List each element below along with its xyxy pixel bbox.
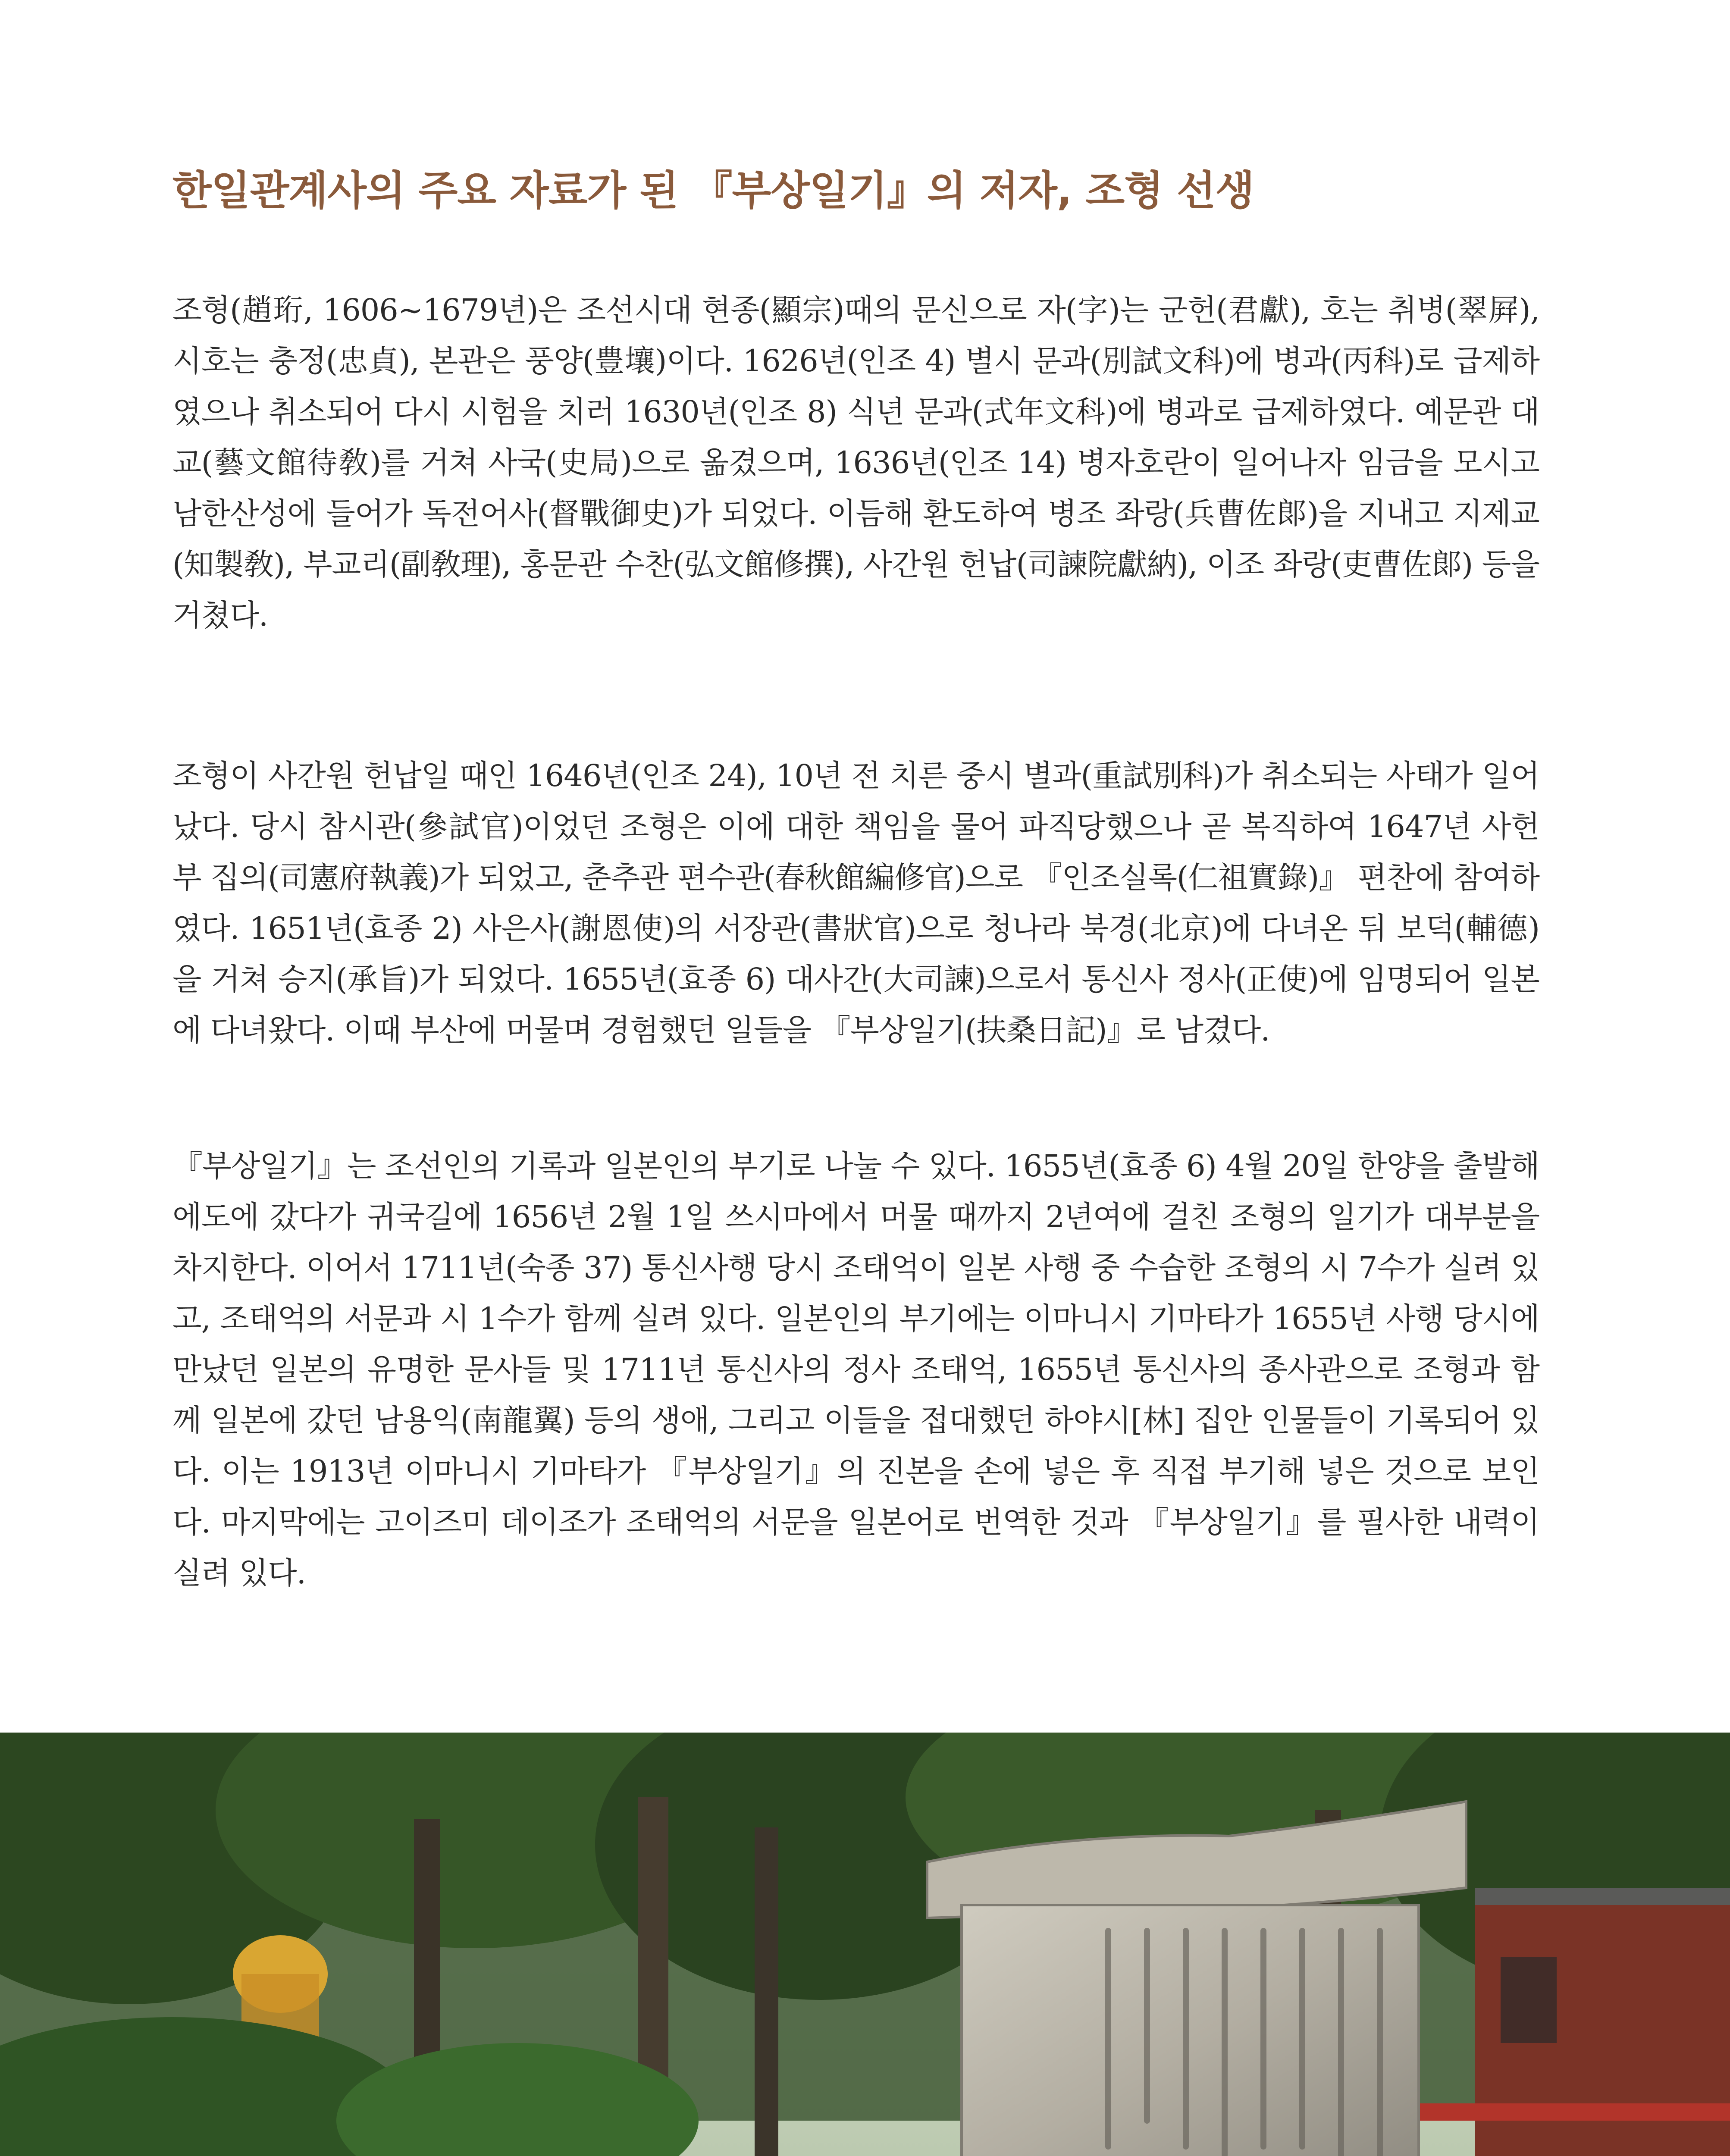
photo-illustration (0, 1733, 1730, 2156)
paragraph-2: 조형이 사간원 헌납일 때인 1646년(인조 24), 10년 전 치른 중시 별과(重試別科)가 취소되는 사태가 일어났다. 당시 참시관(參試官)이었던 조형은 이에 대한 책임을 물어 파직당했으나 곧 복직하여 1647년 사헌부 집의(司憲府執義)가 되었고, 춘추관 편수관(春秋館編修官)으로 『인조실록(仁祖實錄)』 편찬에 참여하였다. 1651년(효종 2) 사은사(謝恩使)의 서장관(書狀官)으로 청나라 북경(北京)에 다녀온 뒤 보덕(輔德)을 거쳐 승지(承旨)가 되었다. 1655년(효종 6) 대사간(大司諫)으로서 통신사 정사(正使)에 임명되어 일본에 다녀왔다. 이때 부산에 머물며 경험했던 일들을 『부상일기(扶桑日記)』로 남겼다. (172, 758, 1539, 1048)
paragraph-1: 조형(趙珩, 1606~1679년)은 조선시대 현종(顯宗)때의 문신으로 자(字)는 군헌(君獻), 호는 취병(翠屛), 시호는 충정(忠貞), 본관은 풍양(豊壤)이다. 1626년(인조 4) 별시 문과(別試文科)에 병과(丙科)로 급제하였으나 취소되어 다시 시험을 치러 1630년(인조 8) 식년 문과(式年文科)에 병과로 급제하였다. 예문관 대교(藝文館待敎)를 거쳐 사국(史局)으로 옮겼으며, 1636년(인조 14) 병자호란이 일어나자 임금을 모시고 남한산성에 들어가 독전어사(督戰御史)가 되었다. 이듬해 환도하여 병조 좌랑(兵曹佐郞)을 지내고 지제교(知製敎), 부교리(副敎理), 홍문관 수찬(弘文館修撰), 사간원 헌납(司諫院獻納), 이조 좌랑(吏曹佐郞) 등을 거쳤다. (172, 292, 1539, 633)
memorial-stone-photo (0, 1733, 1730, 2156)
paragraph-3: 『부상일기』는 조선인의 기록과 일본인의 부기로 나눌 수 있다. 1655년(효종 6) 4월 20일 한양을 출발해 에도에 갔다가 귀국길에 1656년 2월 1일 쓰시마에서 머물 때까지 2년여에 걸친 조형의 일기가 대부분을 차지한다. 이어서 1711년(숙종 37) 통신사행 당시 조태억이 일본 사행 중 수습한 조형의 시 7수가 실려 있고, 조태억의 서문과 시 1수가 함께 실려 있다. 일본인의 부기에는 이마니시 기마타가 1655년 사행 당시에 만났던 일본의 유명한 문사들 및 1711년 통신사의 정사 조태억, 1655년 통신사의 종사관으로 조형과 함께 일본에 갔던 남용익(南龍翼) 등의 생애, 그리고 이들을 접대했던 하야시[林] 집안 인물들이 기록되어 있다. 이는 1913년 이마니시 기마타가 『부상일기』의 진본을 손에 넣은 후 직접 부기해 넣은 것으로 보인다. 마지막에는 고이즈미 데이조가 조태억의 서문을 일본어로 번역한 것과 『부상일기』를 필사한 내력이 실려 있다. (172, 1148, 1539, 1591)
article-title: 한일관계사의 주요 자료가 된 『부상일기』의 저자, 조형 선생 (172, 167, 1254, 214)
